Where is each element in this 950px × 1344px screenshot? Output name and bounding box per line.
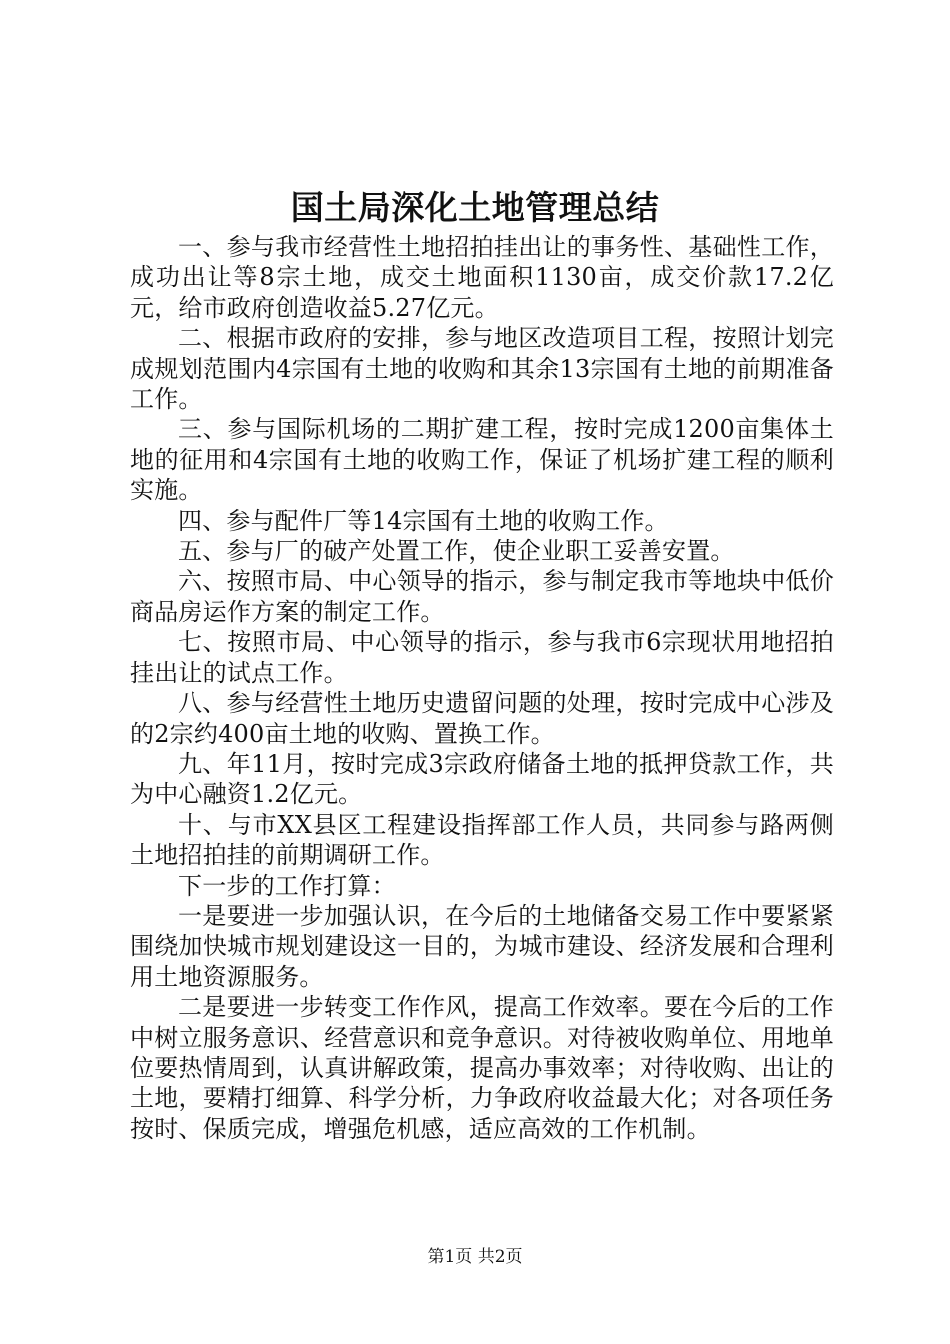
paragraph-5: 五、参与厂的破产处置工作，使企业职工妥善安置。 [178, 537, 735, 566]
paragraph-10: 十、与市XX县区工程建设指挥部工作人员，共同参与路两侧土地招拍挂的前期调研工作。 [130, 810, 834, 870]
paragraph-4: 四、参与配件厂等14宗国有土地的收购工作。 [178, 506, 669, 535]
paragraph-7: 七、按照市局、中心领导的指示，参与我市6宗现状用地招拍挂出让的试点工作。 [130, 628, 834, 687]
paragraph-3: 三、参与国际机场的二期扩建工程，按时完成1200亩集体土地的征用和4宗国有土地的收购工作，保证了机场扩建工程的顺利实施。 [130, 415, 834, 505]
paragraph-9: 九、年11月，按时完成3宗政府储备土地的抵押贷款工作，共为中心融资1.2亿元。 [130, 749, 834, 809]
paragraph-2: 二、根据市政府的安排，参与地区改造项目工程，按照计划完成规划范围内4宗国有土地的收购和其余13宗国有土地的前期准备工作。 [130, 324, 834, 414]
paragraph-8: 八、参与经营性土地历史遗留问题的处理，按时完成中心涉及的2宗约400亩土地的收购、置换工作。 [130, 689, 834, 748]
page-number-footer: 第1页 共2页 [427, 1247, 523, 1267]
page-title: 国土局深化土地管理总结 [290, 188, 660, 227]
paragraph-1: 一、参与我市经营性土地招拍挂出让的事务性、基础性工作，成功出让等8宗土地，成交土地面积1130亩，成交价款17.2亿元，给市政府创造收益5.27亿元。 [130, 233, 834, 322]
paragraph-next-steps-heading: 下一步的工作打算： [178, 871, 396, 900]
document-body [130, 232, 834, 1144]
paragraph-plan-1: 一是要进一步加强认识，在今后的土地储备交易工作中要紧紧围绕加快城市规划建设这一目的，为城市建设、经济发展和合理利用土地资源服务。 [130, 901, 834, 991]
paragraph-plan-2: 二是要进一步转变工作作风，提高工作效率。要在今后的工作中树立服务意识、经营意识和竞争意识。对待被收购单位、用地单位要热情周到，认真讲解政策，提高办事效率；对待收购、出让的土地，要精打细算、科学分析，力争政府收益最大化；对各项任务按时、保质完成，增强危机感，适应高效的工作机制。 [130, 993, 834, 1143]
paragraph-6: 六、按照市局、中心领导的指示，参与制定我市等地块中低价商品房运作方案的制定工作。 [130, 567, 834, 626]
